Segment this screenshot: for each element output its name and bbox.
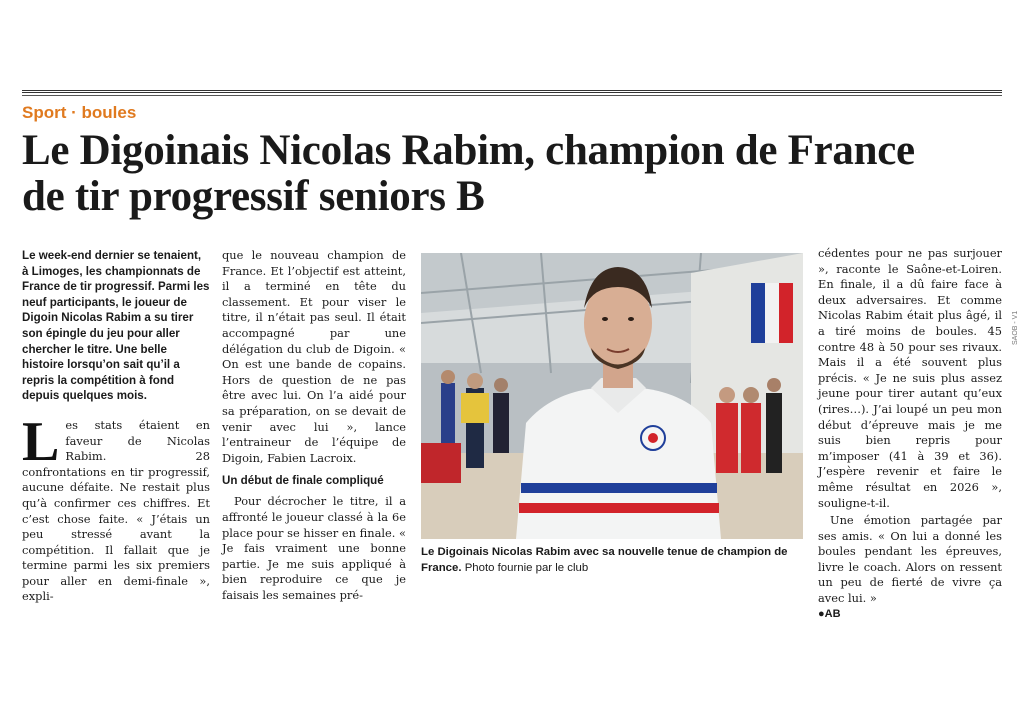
article-photo — [421, 253, 803, 539]
photo-illustration — [421, 253, 803, 539]
top-rule-thin — [22, 95, 1002, 96]
top-rule — [22, 90, 1002, 93]
column-1 — [22, 248, 210, 605]
body-text-1: es stats étaient en faveur de Nicolas Rabim. 28 confrontations en tir progressif, aucune défaite. Ne restait plus qu’à confirmer ces chiffres. Et c’est chose faite. « J’étais un peu stressé avant la compétition. Il fallait que je termine parmi les six premiers pour aller en demi-finale », expli- — [22, 417, 210, 604]
chapo: Le week-end dernier se tenaient, à Limoges, les championnats de France de tir progressif. Parmi les neuf participants, le joueur de Digoin Nicolas Rabim a su tirer son épingle du jeu pour aller chercher le titre. Une belle histoire lorsqu’on sait qu’il a repris la compétition à fond depuis quelques mois. — [22, 249, 210, 403]
photo-caption — [421, 545, 805, 576]
column-4 — [818, 246, 1002, 622]
body-paragraph-5: Une émotion partagée par ses amis. « On lui a donné les boules pendant les épreuves, livre le coach. Alors on ressent un peu de fierté de vivre ça avec lui. » — [818, 513, 1002, 606]
body-paragraph-4: cédentes pour ne pas surjouer », raconte le Saône-et-Loiren. En finale, il a dû faire face à deux adversaires. Et comme Nicolas Rabim était plus âgé, il a tiré moins de boules. 45 contre 48 à 50 pour ses rivaux. Mais il a été souvent plus précis. « Je ne suis plus assez jeune pour tirer autant qu’eux (rires…). J’ai loupé un peu mon début d’épreuve mais je me suis bien repris pour m’imposer (41 à 39 et 36). J’espère revenir et faire le même résultat en 2026 », souligne-t-il. — [818, 246, 1002, 510]
body-paragraph-3: Pour décrocher le titre, il a affronté le joueur classé à la 6e place pour se hisser en finale. « Je fais vraiment une bonne partie. Je me suis appliqué à bien reproduire ce que je faisais les semaines pré- — [222, 494, 406, 602]
caption-text: Le Digoinais Nicolas Rabim avec sa nouvelle tenue de champion de France. — [421, 546, 788, 574]
body-paragraph-1 — [22, 410, 210, 605]
rubric: Sport · boules — [22, 103, 137, 122]
intertitle: Un début de finale compliqué — [222, 474, 384, 488]
headline-line-2: de tir progressif seniors B — [22, 173, 485, 220]
side-tag: SAOB - V1 — [1012, 310, 1019, 345]
column-2 — [222, 248, 406, 603]
headline — [22, 128, 1012, 220]
caption-credit: Photo fournie par le club — [461, 561, 589, 574]
body-paragraph-2: que le nouveau champion de France. Et l’objectif est atteint, il a terminé en tête du classement. Et pour viser le titre, il n’était pas seul. Il était accompagné par une délégation du club de Digoin. « On est une bande de copains. Hors de question de ne pas être avec lui. On l’a aidé pour sa préparation, on se devait de venir avec lui », lance l’entraineur de l’équipe de Digoin, Fabien Lacroix. — [222, 248, 406, 465]
headline-line-1: Le Digoinais Nicolas Rabim, champion de France — [22, 127, 915, 174]
author-signature: ●AB — [818, 607, 841, 620]
dropcap: L — [22, 410, 60, 473]
